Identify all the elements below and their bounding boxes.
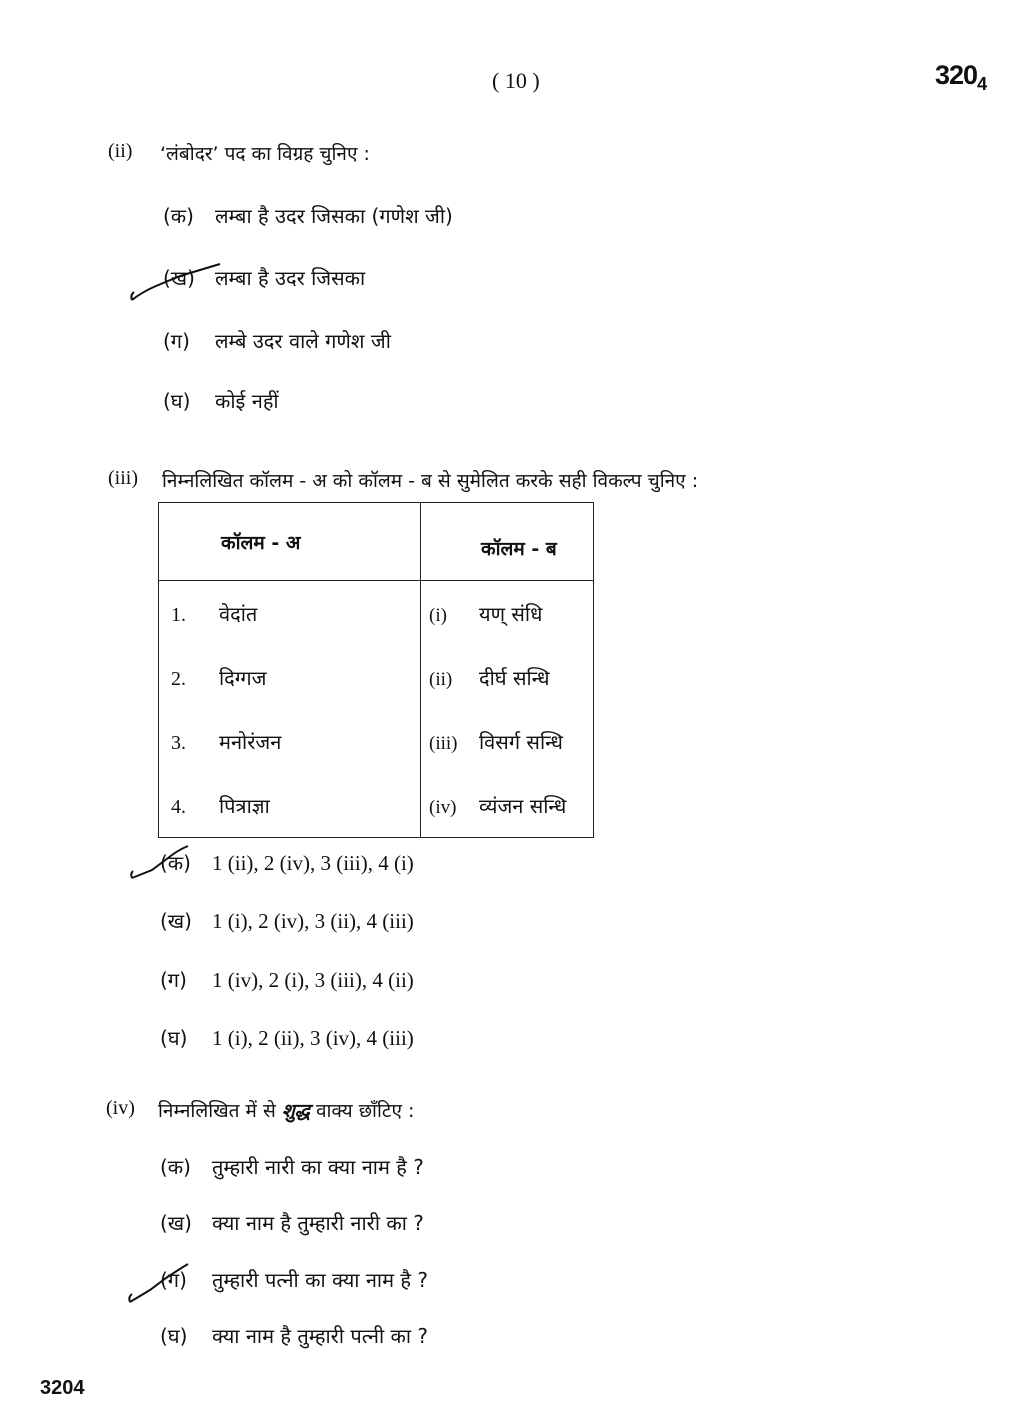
q3-option-a-text: 1 (ii), 2 (iv), 3 (iii), 4 (i) — [212, 851, 414, 875]
q4-option-b — [160, 1209, 424, 1236]
row-1-a-text: वेदांत — [219, 601, 258, 626]
q2-option-c — [163, 327, 391, 354]
q2-option-a — [163, 202, 453, 229]
q3-option-a-label: (क) — [160, 851, 191, 875]
q3-option-c-label: (ग) — [160, 968, 187, 992]
column-a-header: कॉलम - अ — [159, 503, 421, 581]
tick-mark-q3 — [128, 844, 198, 884]
paper-code-main: 320 — [935, 60, 978, 90]
match-table — [158, 502, 594, 838]
q3-option-b — [160, 907, 414, 934]
question-2-number: (ii) — [108, 140, 133, 162]
row-1-b-number: (i) — [429, 604, 447, 626]
table-row — [159, 645, 594, 709]
question-4-emphasis: शुद्ध — [281, 1100, 310, 1122]
row-1-a-number: 1. — [171, 603, 186, 626]
paper-code-bottom: 3204 — [40, 1377, 85, 1399]
q4-option-c-text: तुम्हारी पत्नी का क्या नाम है ? — [212, 1268, 429, 1292]
q4-option-b-text: क्या नाम है तुम्हारी नारी का ? — [212, 1211, 424, 1235]
q3-option-a — [160, 849, 414, 876]
q3-option-b-text: 1 (i), 2 (iv), 3 (ii), 4 (iii) — [212, 909, 414, 933]
q4-option-a-text: तुम्हारी नारी का क्या नाम है ? — [212, 1155, 424, 1179]
tick-mark-q2 — [128, 262, 228, 308]
q4-option-a-label: (क) — [160, 1155, 191, 1179]
q2-option-c-label: (ग) — [163, 329, 190, 353]
row-2-b-text: दीर्घ सन्धि — [479, 665, 550, 690]
row-2-a-number: 2. — [171, 667, 186, 690]
row-3-b-text: विसर्ग सन्धि — [479, 729, 563, 754]
question-2-text: ‘लंबोदर’ पद का विग्रह चुनिए : — [160, 143, 370, 165]
row-3-a-number: 3. — [171, 731, 186, 754]
q4-option-b-label: (ख) — [160, 1211, 192, 1235]
q2-option-d — [163, 387, 279, 414]
table-row — [159, 581, 594, 646]
question-4-text — [158, 1097, 414, 1123]
row-4-b-text: व्यंजन सन्धि — [479, 793, 567, 818]
q4-option-c-label: (ग) — [160, 1268, 187, 1292]
q3-option-d-label: (घ) — [160, 1026, 188, 1050]
table-row — [159, 709, 594, 773]
row-2-b-number: (ii) — [429, 668, 453, 690]
q4-option-c — [160, 1266, 428, 1293]
q3-option-c-text: 1 (iv), 2 (i), 3 (iii), 4 (ii) — [212, 968, 414, 992]
question-4-text-after: वाक्य छाँटिए : — [309, 1100, 415, 1122]
q4-option-d — [160, 1322, 428, 1349]
q2-option-c-text: लम्बे उदर वाले गणेश जी — [215, 329, 391, 353]
q2-option-d-label: (घ) — [163, 389, 191, 413]
tick-mark-q4 — [126, 1262, 196, 1308]
q2-option-a-text: लम्बा है उदर जिसका (गणेश जी) — [215, 204, 453, 228]
q2-option-b-label: (ख) — [163, 266, 195, 290]
row-3-a-text: मनोरंजन — [219, 729, 282, 754]
q3-option-c — [160, 966, 414, 993]
row-4-a-number: 4. — [171, 795, 186, 818]
page-number: ( 10 ) — [492, 68, 540, 93]
q2-option-b-text: लम्बा है उदर जिसका — [215, 266, 366, 290]
q3-option-d-text: 1 (i), 2 (ii), 3 (iv), 4 (iii) — [212, 1026, 414, 1050]
q4-option-d-label: (घ) — [160, 1324, 188, 1348]
q4-option-a — [160, 1153, 424, 1180]
q2-option-d-text: कोई नहीं — [215, 389, 279, 413]
row-3-b-number: (iii) — [429, 732, 458, 754]
q3-option-d — [160, 1024, 414, 1051]
row-2-a-text: दिग्गज — [219, 665, 267, 690]
q2-option-a-label: (क) — [163, 204, 194, 228]
paper-code-top — [935, 60, 986, 95]
table-row — [159, 773, 594, 838]
paper-code-sub: 4 — [977, 74, 987, 94]
question-4-number: (iv) — [106, 1097, 135, 1119]
row-4-a-text: पित्राज्ञा — [219, 793, 270, 818]
q4-option-d-text: क्या नाम है तुम्हारी पत्नी का ? — [212, 1324, 429, 1348]
question-3-number: (iii) — [108, 467, 138, 489]
column-b-header: कॉलम - ब — [421, 503, 594, 581]
q3-option-b-label: (ख) — [160, 909, 192, 933]
question-4-text-before: निम्नलिखित में से — [158, 1100, 282, 1122]
row-1-b-text: यण् संधि — [479, 601, 543, 626]
question-3-text: निम्नलिखित कॉलम - अ को कॉलम - ब से सुमेलित करके सही विकल्प चुनिए : — [162, 470, 699, 492]
row-4-b-number: (iv) — [429, 796, 457, 818]
